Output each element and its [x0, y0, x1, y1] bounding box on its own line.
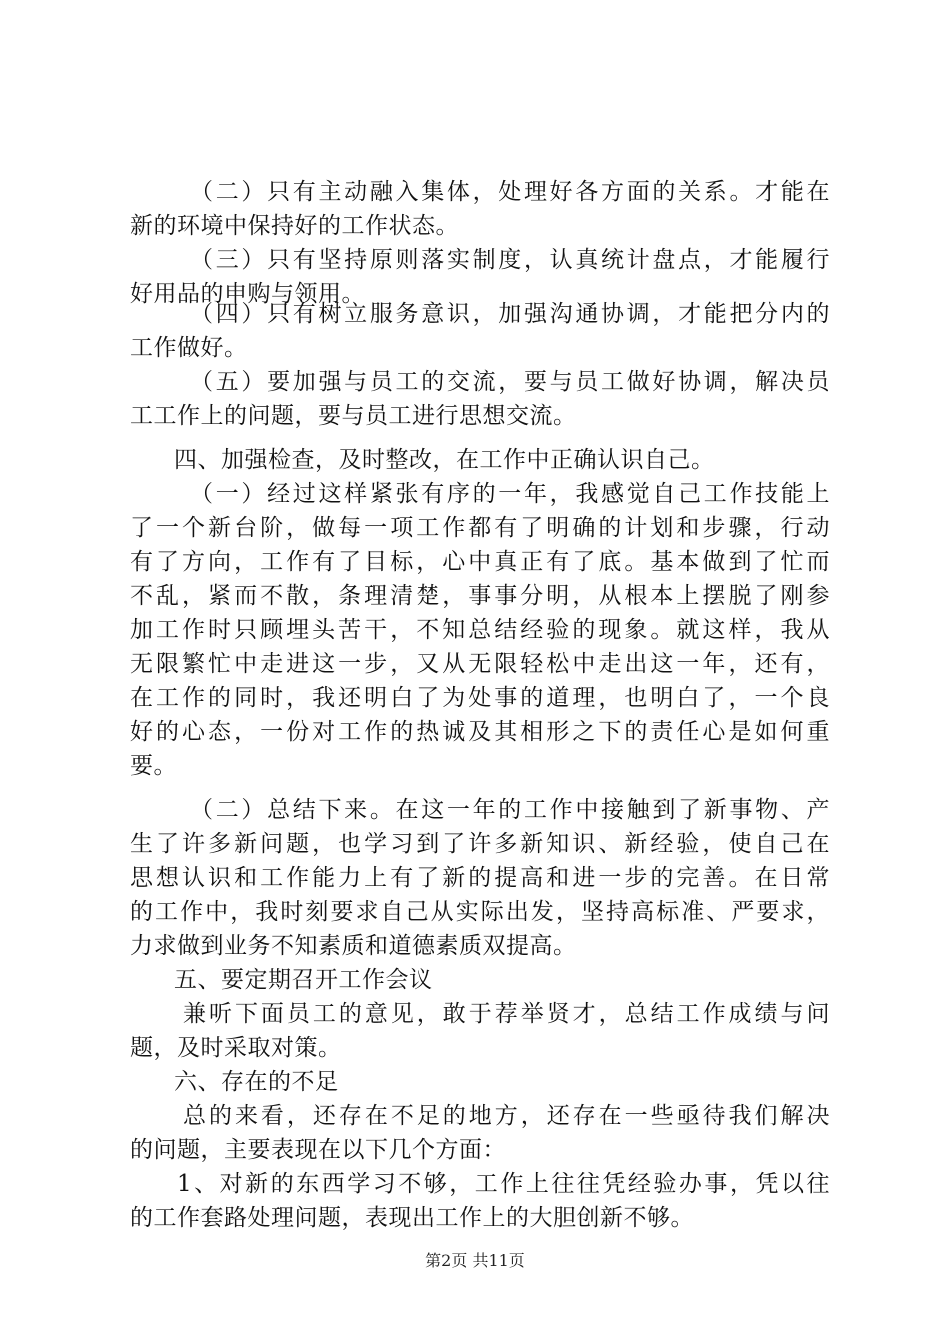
text-line: 生了许多新问题，也学习到了许多新知识、新经验，使自己在 — [130, 831, 830, 857]
text-line: 了一个新台阶，做每一项工作都有了明确的计划和步骤，行动 — [130, 515, 830, 541]
text-line: 的工作套路处理问题，表现出工作上的大胆创新不够。 — [130, 1205, 694, 1231]
text-line: 加工作时只顾埋头苦干，不知总结经验的现象。就这样，我从 — [130, 617, 830, 643]
text-line: 兼听下面员工的意见，敢于荐举贤才，总结工作成绩与问 — [183, 1001, 830, 1027]
text-line: 新的环境中保持好的工作状态。 — [130, 213, 459, 239]
text-line: 的工作中，我时刻要求自己从实际出发，坚持高标准、严要求， — [130, 899, 830, 925]
section-heading: 五、要定期召开工作会议 — [174, 967, 433, 993]
text-line: 要。 — [130, 753, 177, 779]
text-line: 的问题，主要表现在以下几个方面： — [130, 1137, 506, 1163]
text-line: 好用品的申购与领用。 — [130, 281, 365, 307]
text-line: 不乱，紧而不散，条理清楚，事事分明，从根本上摆脱了刚参 — [130, 583, 830, 609]
text-line: （四）只有树立服务意识，加强沟通协调，才能把分内的 — [190, 301, 830, 327]
section-heading: 四、加强检查，及时整改，在工作中正确认识自己。 — [174, 447, 715, 473]
text-line: （二）总结下来。在这一年的工作中接触到了新事物、产 — [190, 797, 830, 823]
text-line: 题，及时采取对策。 — [130, 1035, 342, 1061]
text-line: 在工作的同时，我还明白了为处事的道理，也明白了，一个良 — [130, 685, 830, 711]
text-line: （三）只有坚持原则落实制度，认真统计盘点，才能履行 — [190, 247, 830, 273]
text-line: （二）只有主动融入集体，处理好各方面的关系。才能在 — [190, 179, 830, 205]
page-footer: 第2页 共11页 — [425, 1251, 525, 1270]
text-line: （五）要加强与员工的交流，要与员工做好协调，解决员 — [190, 369, 830, 395]
text-line: 工工作上的问题，要与员工进行思想交流。 — [130, 403, 577, 429]
text-line: 思想认识和工作能力上有了新的提高和进一步的完善。在日常 — [130, 865, 830, 891]
section-heading: 六、存在的不足 — [174, 1069, 339, 1095]
text-line: 好的心态，一份对工作的热诚及其相形之下的责任心是如何重 — [130, 719, 830, 745]
list-item: 1、对新的东西学习不够，工作上往往凭经验办事，凭以往 — [177, 1171, 830, 1197]
text-line: （一）经过这样紧张有序的一年，我感觉自己工作技能上 — [190, 481, 830, 507]
text-line: 无限繁忙中走进这一步，又从无限轻松中走出这一年，还有， — [130, 651, 830, 677]
text-line: 总的来看，还存在不足的地方，还存在一些亟待我们解决 — [183, 1103, 830, 1129]
text-line: 有了方向，工作有了目标，心中真正有了底。基本做到了忙而 — [130, 549, 830, 575]
text-line: 力求做到业务不知素质和道德素质双提高。 — [130, 933, 577, 959]
text-line: 工作做好。 — [130, 335, 248, 361]
